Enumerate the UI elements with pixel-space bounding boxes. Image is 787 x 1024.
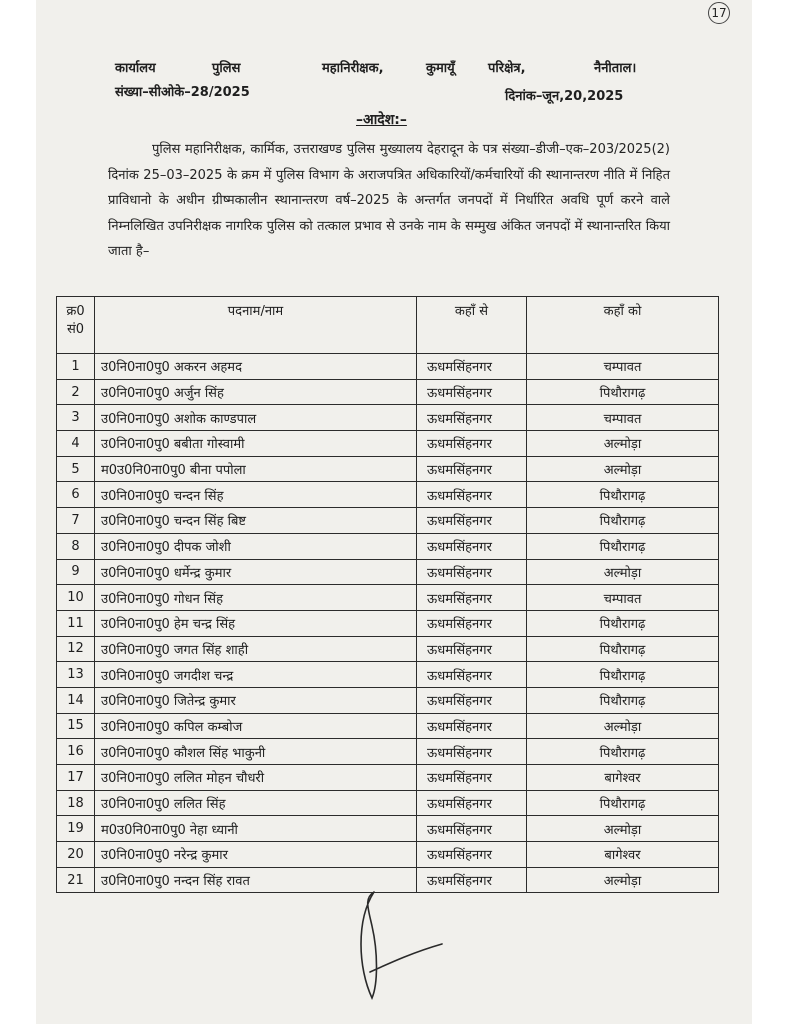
cell-from: ऊधमसिंहनगर: [417, 816, 527, 842]
cell-to: बागेश्वर: [527, 765, 719, 791]
order-date: दिनांक–जून,20,2025: [505, 89, 624, 104]
cell-from: ऊधमसिंहनगर: [417, 842, 527, 868]
table-row: [57, 585, 719, 611]
cell-serial: 13: [57, 662, 95, 688]
cell-name: उ0नि0ना0पु0 चन्दन सिंह बिष्ट: [95, 508, 417, 534]
cell-to: अल्मोड़ा: [527, 816, 719, 842]
cell-serial: 7: [57, 508, 95, 534]
cell-name: उ0नि0ना0पु0 नन्दन सिंह रावत: [95, 867, 417, 893]
cell-to: पिथौरागढ़: [527, 687, 719, 713]
cell-to: पिथौरागढ़: [527, 508, 719, 534]
cell-serial: 21: [57, 867, 95, 893]
table-header-row: [57, 297, 719, 354]
cell-name: उ0नि0ना0पु0 ललित सिंह: [95, 790, 417, 816]
cell-from: ऊधमसिंहनगर: [417, 867, 527, 893]
table-row: [57, 379, 719, 405]
cell-name: उ0नि0ना0पु0 गोधन सिंह: [95, 585, 417, 611]
cell-serial: 16: [57, 739, 95, 765]
table-row: [57, 354, 719, 380]
cell-from: ऊधमसिंहनगर: [417, 456, 527, 482]
cell-name: उ0नि0ना0पु0 जितेन्द्र कुमार: [95, 687, 417, 713]
cell-name: उ0नि0ना0पु0 नरेन्द्र कुमार: [95, 842, 417, 868]
cell-name: उ0नि0ना0पु0 धर्मेन्द्र कुमार: [95, 559, 417, 585]
cell-from: ऊधमसिंहनगर: [417, 405, 527, 431]
cell-to: अल्मोड़ा: [527, 713, 719, 739]
transfer-table: [56, 296, 719, 893]
header-from: कहाँ से: [417, 297, 527, 354]
cell-from: ऊधमसिंहनगर: [417, 739, 527, 765]
table-row: [57, 482, 719, 508]
cell-serial: 15: [57, 713, 95, 739]
cell-from: ऊधमसिंहनगर: [417, 431, 527, 457]
cell-name: उ0नि0ना0पु0 अशोक काण्डपाल: [95, 405, 417, 431]
cell-to: अल्मोड़ा: [527, 431, 719, 457]
cell-serial: 5: [57, 456, 95, 482]
cell-from: ऊधमसिंहनगर: [417, 482, 527, 508]
page-number: 17: [708, 2, 730, 24]
cell-to: बागेश्वर: [527, 842, 719, 868]
cell-name: उ0नि0ना0पु0 कौशल सिंह भाकुनी: [95, 739, 417, 765]
cell-from: ऊधमसिंहनगर: [417, 354, 527, 380]
cell-serial: 1: [57, 354, 95, 380]
cell-from: ऊधमसिंहनगर: [417, 610, 527, 636]
cell-serial: 2: [57, 379, 95, 405]
cell-to: अल्मोड़ा: [527, 456, 719, 482]
table-row: [57, 456, 719, 482]
cell-to: पिथौरागढ़: [527, 533, 719, 559]
cell-name: उ0नि0ना0पु0 कपिल कम्बोज: [95, 713, 417, 739]
cell-to: पिथौरागढ़: [527, 610, 719, 636]
cell-serial: 6: [57, 482, 95, 508]
table-row: [57, 431, 719, 457]
table-row: [57, 842, 719, 868]
cell-name: उ0नि0ना0पु0 जगत सिंह शाही: [95, 636, 417, 662]
cell-serial: 12: [57, 636, 95, 662]
cell-name: म0उ0नि0ना0पु0 बीना पपोला: [95, 456, 417, 482]
table-row: [57, 610, 719, 636]
cell-to: पिथौरागढ़: [527, 379, 719, 405]
cell-to: पिथौरागढ़: [527, 739, 719, 765]
signature-icon: [352, 886, 444, 1006]
table-row: [57, 559, 719, 585]
header-to: कहाँ को: [527, 297, 719, 354]
header-serial: [57, 297, 95, 354]
cell-from: ऊधमसिंहनगर: [417, 559, 527, 585]
order-paragraph-text: पुलिस महानिरीक्षक, कार्मिक, उत्तराखण्ड पुलिस मुख्यालय देहरादून के पत्र संख्या–डीजी–एक–203/2025(2) दिनांक 25–03–2025 के क्रम में पुलिस विभाग के अराजपत्रित अधिकारियों/कर्मचारियों की स्थानान्तरण नीति में निहित प्राविधानो के अधीन ग्रीष्मकालीन स्थानान्तरण वर्ष–2025 के अन्तर्गत जनपदों में निर्धारित अवधि पूर्ण करने वाले निम्नलिखित उपनिरीक्षक नागरिक पुलिस को तत्काल प्रभाव से उनके नाम के सम्मुख अंकित जनपदों में स्थानान्तरित किया जाता है–: [108, 142, 670, 259]
table-row: [57, 636, 719, 662]
cell-serial: 17: [57, 765, 95, 791]
cell-serial: 9: [57, 559, 95, 585]
cell-serial: 8: [57, 533, 95, 559]
header-ig: महानिरीक्षक,: [322, 61, 384, 76]
table-row: [57, 713, 719, 739]
cell-serial: 11: [57, 610, 95, 636]
header-serial-line1: क्र0: [66, 304, 85, 319]
cell-to: अल्मोड़ा: [527, 559, 719, 585]
cell-name: म0उ0नि0ना0पु0 नेहा ध्यानी: [95, 816, 417, 842]
table-row: [57, 662, 719, 688]
cell-to: पिथौरागढ़: [527, 636, 719, 662]
cell-from: ऊधमसिंहनगर: [417, 508, 527, 534]
cell-from: ऊधमसिंहनगर: [417, 636, 527, 662]
cell-from: ऊधमसिंहनगर: [417, 662, 527, 688]
cell-to: पिथौरागढ़: [527, 662, 719, 688]
cell-to: पिथौरागढ़: [527, 790, 719, 816]
cell-name: उ0नि0ना0पु0 अर्जुन सिंह: [95, 379, 417, 405]
cell-from: ऊधमसिंहनगर: [417, 533, 527, 559]
table-row: [57, 405, 719, 431]
header-police: पुलिस: [212, 61, 241, 76]
table-row: [57, 687, 719, 713]
table-row: [57, 508, 719, 534]
cell-from: ऊधमसिंहनगर: [417, 687, 527, 713]
header-range: परिक्षेत्र,: [488, 61, 526, 76]
cell-name: उ0नि0ना0पु0 चन्दन सिंह: [95, 482, 417, 508]
cell-serial: 10: [57, 585, 95, 611]
order-title: –आदेश:–: [356, 112, 407, 128]
table-row: [57, 790, 719, 816]
cell-to: चम्पावत: [527, 585, 719, 611]
order-paragraph: [108, 137, 670, 265]
cell-from: ऊधमसिंहनगर: [417, 765, 527, 791]
header-serial-line2: सं0: [66, 322, 85, 337]
cell-name: उ0नि0ना0पु0 बबीता गोस्वामी: [95, 431, 417, 457]
cell-serial: 18: [57, 790, 95, 816]
header-kumaon: कुमायूँ: [426, 61, 455, 76]
cell-serial: 19: [57, 816, 95, 842]
cell-name: उ0नि0ना0पु0 दीपक जोशी: [95, 533, 417, 559]
cell-from: ऊधमसिंहनगर: [417, 790, 527, 816]
cell-from: ऊधमसिंहनगर: [417, 713, 527, 739]
cell-serial: 20: [57, 842, 95, 868]
cell-to: पिथौरागढ़: [527, 482, 719, 508]
cell-to: चम्पावत: [527, 354, 719, 380]
cell-from: ऊधमसिंहनगर: [417, 379, 527, 405]
table-row: [57, 739, 719, 765]
cell-serial: 14: [57, 687, 95, 713]
table-row: [57, 533, 719, 559]
cell-name: उ0नि0ना0पु0 हेम चन्द्र सिंह: [95, 610, 417, 636]
header-name: पदनाम/नाम: [95, 297, 417, 354]
cell-name: उ0नि0ना0पु0 अकरन अहमद: [95, 354, 417, 380]
table-row: [57, 765, 719, 791]
table-row: [57, 816, 719, 842]
header-city: नैनीताल।: [594, 61, 637, 76]
reference-number: संख्या–सीओके–28/2025: [115, 85, 250, 100]
cell-name: उ0नि0ना0पु0 ललित मोहन चौधरी: [95, 765, 417, 791]
header-office: कार्यालय: [115, 61, 156, 76]
cell-to: अल्मोड़ा: [527, 867, 719, 893]
cell-serial: 4: [57, 431, 95, 457]
cell-name: उ0नि0ना0पु0 जगदीश चन्द्र: [95, 662, 417, 688]
cell-serial: 3: [57, 405, 95, 431]
cell-to: चम्पावत: [527, 405, 719, 431]
cell-from: ऊधमसिंहनगर: [417, 585, 527, 611]
